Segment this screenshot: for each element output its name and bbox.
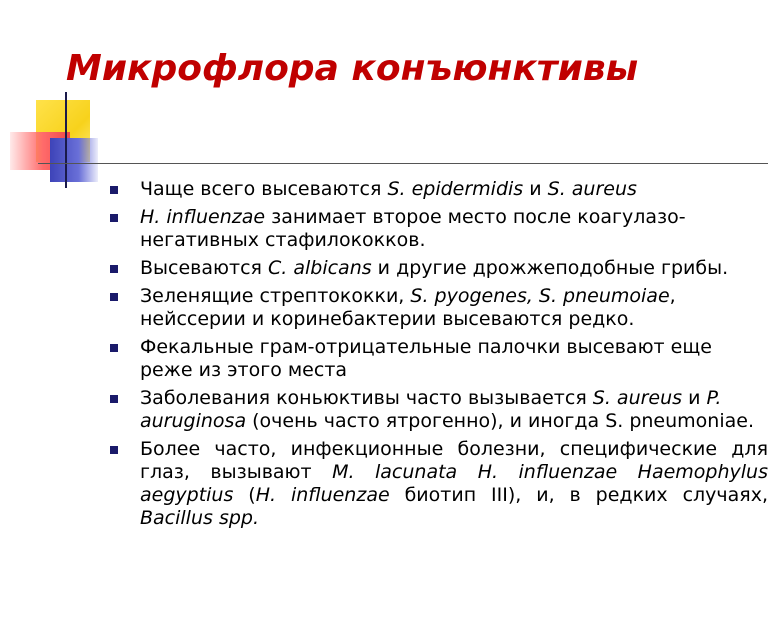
corner-ornament — [0, 0, 130, 200]
italic-term: S. pyogenes, S. pneumoiae — [410, 285, 670, 307]
title-underline — [38, 163, 768, 164]
bullet-item — [104, 257, 768, 280]
italic-term: S. aureus — [547, 178, 637, 200]
bullet-item — [104, 438, 768, 530]
bullet-item — [104, 206, 768, 252]
bullet-item — [104, 285, 768, 331]
bullet-text: (очень часто ятрогенно), и иногда S. pneumoniae. — [246, 410, 754, 432]
ornament-blue-square — [50, 138, 98, 182]
bullet-text: биотип III), и, в редких случаях, — [389, 484, 768, 506]
bullet-text: Фекальные грам-отрицательные палочки высевают еще реже из этого места — [140, 336, 712, 381]
square-bullet-icon — [110, 344, 118, 352]
square-bullet-icon — [110, 186, 118, 194]
bullet-item — [104, 178, 768, 201]
bullet-text: и — [682, 387, 707, 409]
bullet-text: занимает второе место после коагулазо-негативных стафилококков. — [140, 206, 686, 251]
italic-term: M. lacunata H. influenzae Haemophylus aegyptius — [140, 461, 768, 506]
italic-term: S. aureus — [592, 387, 683, 409]
bullet-text: Чаще всего высеваются — [140, 178, 388, 200]
bullet-list — [104, 178, 768, 535]
bullet-text: Заболевания коньюктивы часто вызывается — [140, 387, 593, 409]
square-bullet-icon — [110, 293, 118, 301]
bullet-text: ( — [233, 484, 256, 506]
slide-title: Микрофлора конъюнктивы — [66, 48, 639, 89]
square-bullet-icon — [110, 214, 118, 222]
italic-term: S. epidermidis — [387, 178, 524, 200]
square-bullet-icon — [110, 395, 118, 403]
bullet-text: и другие дрожжеподобные грибы. — [371, 257, 729, 279]
bullet-text: , нейссерии и коринебактерии высеваются редко. — [140, 285, 676, 330]
ornament-vertical-line — [65, 92, 67, 188]
bullet-text: Зеленящие стрептококки, — [140, 285, 411, 307]
italic-term: C. albicans — [268, 257, 372, 279]
bullet-text: и — [523, 178, 548, 200]
italic-term: P. auruginosa — [140, 387, 722, 432]
bullet-text: Более часто, инфекционные болезни, специфические для глаз, вызывают — [140, 438, 768, 483]
square-bullet-icon — [110, 265, 118, 273]
bullet-text: Высеваются — [140, 257, 268, 279]
bullet-item — [104, 336, 768, 382]
italic-term: Bacillus spp. — [140, 507, 260, 529]
italic-term: H. influenzae — [255, 484, 390, 506]
square-bullet-icon — [110, 446, 118, 454]
bullet-item — [104, 387, 768, 433]
italic-term: H. influenzae — [140, 206, 266, 228]
